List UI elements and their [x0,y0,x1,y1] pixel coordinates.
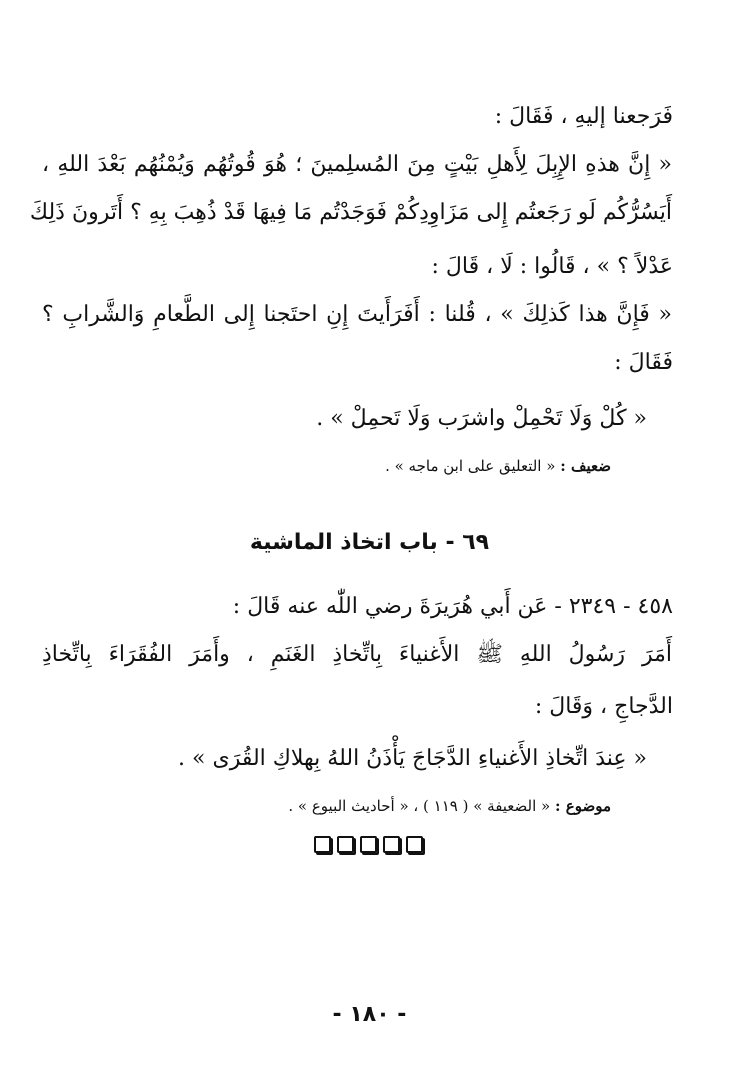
section-end-ornament [314,836,423,853]
chapter-heading: ٦٩ - باب اتخاذ الماشية [249,530,490,555]
text-line-5: « فَإِنَّ هذا كَذلِكَ » ، قُلنا : أَفَرَأَيتَ إِنِ احتَجنا إِلى الطَّعامِ وَالشَّرابِ ؟ [42,302,672,327]
ornament-box [337,836,354,853]
text-line-7: « كُلْ وَلَا تَحْمِلْ واشرَب وَلَا تَحمِلْ » . [316,406,647,431]
text-line-9: أَمَرَ رَسُولُ اللهِ ﷺ الأَغنياءَ بِاتِّخاذِ الغَنَمِ ، وأَمَرَ الفُقَرَاءَ بِاتِّخاذِ [42,642,672,667]
grade-label: موضوع : [555,797,611,815]
ornament-box [406,836,423,853]
text-line-2: « إِنَّ هذهِ الإِبِلَ لِأَهلِ بَيْتٍ مِنَ المُسلِمينَ ؛ هُوَ قُوتُهُم وَيُمْنُهُم بَعْدَ اللهِ ، [42,152,672,177]
ornament-box [360,836,377,853]
text-line-1: فَرَجعنا إليهِ ، فَقَالَ : [494,104,673,129]
grade-label: ضعيف : [560,457,611,475]
text-line-4: عَدْلاً ؟ » ، قَالُوا : لَا ، قَالَ : [431,254,673,279]
page-number: - ١٨٠ - [332,1002,407,1027]
text-line-10: الدَّجاجِ ، وَقَالَ : [534,694,673,719]
text-line-3: أَيَسُرُّكُم لَو رَجَعتُم إِلى مَزَاوِدِكُمْ فَوَجَدْتُم مَا فِيهَا قَدْ ذُهِبَ بِهِ ؟ أَتَرونَ ذَلِكَ [29,200,672,225]
ornament-box [314,836,331,853]
grade-note-2 [288,794,611,818]
grade-source: « الضعيفة » ( ١١٩ ) ، « أحاديث البيوع » . [288,797,551,815]
ornament-box [383,836,400,853]
grade-source: « التعليق على ابن ماجه » . [385,457,556,475]
text-line-11: « عِندَ اتِّخاذِ الأَغنياءِ الدَّجَاجَ يَأْذَنُ اللهُ بِهلاكِ القُرَى » . [178,746,647,771]
grade-note-1 [385,454,611,478]
text-line-6: فَقَالَ : [614,350,673,375]
text-line-8: ٤٥٨ - ٢٣٤٩ - عَن أَبي هُرَيرَةَ رضي اللّٰه عنه قَالَ : [232,594,673,619]
